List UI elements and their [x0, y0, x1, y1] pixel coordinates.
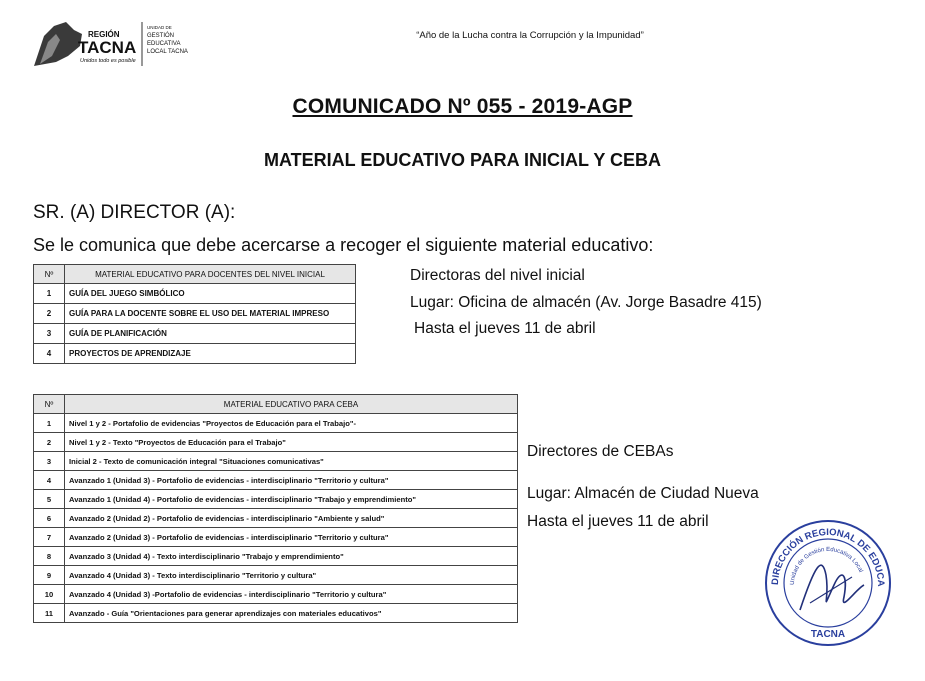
row-text: Avanzado 1 (Unidad 3) - Portafolio de evidencias - interdisciplinario "Territorio y cultura": [65, 471, 518, 490]
row-text: Nivel 1 y 2 - Portafolio de evidencias "Proyectos de Educación para el Trabajo"-: [65, 414, 518, 433]
table-header-row: [34, 395, 518, 414]
ugel-line: GESTIÓN: [147, 33, 175, 39]
ceba-materials-table: [33, 394, 518, 623]
table-row: [34, 324, 356, 344]
row-num: 10: [34, 585, 65, 604]
document-title: COMUNICADO Nº 055 - 2019-AGP: [292, 95, 633, 118]
logo: [30, 16, 210, 72]
signature-icon: [800, 565, 864, 610]
row-text: GUÍA DEL JUEGO SIMBÓLICO: [65, 284, 356, 304]
table-row: [34, 585, 518, 604]
row-num: 3: [34, 452, 65, 471]
ugel-line: EDUCATIVA: [147, 41, 181, 47]
col-material-header: MATERIAL EDUCATIVO PARA DOCENTES DEL NIVEL INICIAL: [65, 265, 356, 284]
row-num: 6: [34, 509, 65, 528]
official-stamp: [760, 515, 895, 650]
table-row: [34, 414, 518, 433]
row-text: Avanzado 2 (Unidad 2) - Portafolio de evidencias - interdisciplinario "Ambiente y salud": [65, 509, 518, 528]
row-text: Nivel 1 y 2 - Texto "Proyectos de Educación para el Trabajo": [65, 433, 518, 452]
intro-text: Se le comunica que debe acercarse a recoger el siguiente material educativo:: [33, 235, 654, 255]
ugel-label: [147, 24, 188, 56]
row-text: GUÍA DE PLANIFICACIÓN: [65, 324, 356, 344]
row-num: 7: [34, 528, 65, 547]
col-num-header: Nº: [34, 395, 65, 414]
stamp-seal-icon: [760, 515, 895, 650]
row-num: 5: [34, 490, 65, 509]
row-text: Avanzado 1 (Unidad 4) - Portafolio de evidencias - interdisciplinario "Trabajo y emprendimiento": [65, 490, 518, 509]
logo-region-label: REGIÓN: [88, 30, 120, 39]
row-num: 1: [34, 414, 65, 433]
col-material-header: MATERIAL EDUCATIVO PARA CEBA: [65, 395, 518, 414]
stamp-bottom-text: TACNA: [810, 629, 846, 640]
document-subtitle: MATERIAL EDUCATIVO PARA INICIAL Y CEBA: [263, 150, 662, 170]
row-num: 2: [34, 304, 65, 324]
year-motto: “Año de la Lucha contra la Corrupción y la Impunidad”: [416, 30, 644, 41]
table-row: [34, 471, 518, 490]
row-num: 4: [34, 471, 65, 490]
inicial-materials-table: [33, 264, 356, 364]
inicial-recipients: Directoras del nivel inicial: [410, 267, 585, 284]
row-text: PROYECTOS DE APRENDIZAJE: [65, 344, 356, 364]
ugel-line: UNIDAD DE: [147, 25, 172, 30]
table-row: [34, 452, 518, 471]
ceba-location: Lugar: Almacén de Ciudad Nueva: [527, 485, 759, 502]
greeting: SR. (A) DIRECTOR (A):: [33, 202, 236, 223]
row-text: Avanzado 3 (Unidad 4) - Texto interdisciplinario "Trabajo y emprendimiento": [65, 547, 518, 566]
row-text: Avanzado 4 (Unidad 3) -Portafolio de evidencias - interdisciplinario "Territorio y cultura": [65, 585, 518, 604]
table-row: [34, 433, 518, 452]
row-text: GUÍA PARA LA DOCENTE SOBRE EL USO DEL MATERIAL IMPRESO: [65, 304, 356, 324]
row-text: Avanzado - Guía "Orientaciones para generar aprendizajes con materiales educativos": [65, 604, 518, 623]
table-row: [34, 566, 518, 585]
table-row: [34, 490, 518, 509]
row-num: 11: [34, 604, 65, 623]
ugel-line: LOCAL TACNA: [147, 49, 188, 55]
row-num: 9: [34, 566, 65, 585]
row-text: Avanzado 4 (Unidad 3) - Texto interdisciplinario "Territorio y cultura": [65, 566, 518, 585]
inicial-deadline: Hasta el jueves 11 de abril: [414, 320, 596, 337]
ceba-deadline: Hasta el jueves 11 de abril: [527, 513, 709, 530]
table-row: [34, 604, 518, 623]
stamp-ring-text: DIRECCIÓN REGIONAL DE EDUCA: [769, 526, 887, 587]
table-row: [34, 509, 518, 528]
stamp-inner-text: Unidad de Gestión Educativa Local: [789, 546, 864, 586]
inicial-location: Lugar: Oficina de almacén (Av. Jorge Basadre 415): [410, 294, 762, 311]
table-row: [34, 528, 518, 547]
row-num: 3: [34, 324, 65, 344]
table-row: [34, 284, 356, 304]
row-num: 4: [34, 344, 65, 364]
table-row: [34, 304, 356, 324]
logo-tacna-label: TACNA: [78, 38, 137, 57]
row-num: 1: [34, 284, 65, 304]
row-num: 2: [34, 433, 65, 452]
ceba-recipients: Directores de CEBAs: [527, 443, 674, 460]
table-row: [34, 344, 356, 364]
logo-tagline: Unidos todo es posible: [80, 58, 136, 64]
table-header-row: [34, 265, 356, 284]
row-text: Avanzado 2 (Unidad 3) - Portafolio de evidencias - interdisciplinario "Territorio y cultura": [65, 528, 518, 547]
row-text: Inicial 2 - Texto de comunicación integral "Situaciones comunicativas": [65, 452, 518, 471]
table-row: [34, 547, 518, 566]
col-num-header: Nº: [34, 265, 65, 284]
row-num: 8: [34, 547, 65, 566]
